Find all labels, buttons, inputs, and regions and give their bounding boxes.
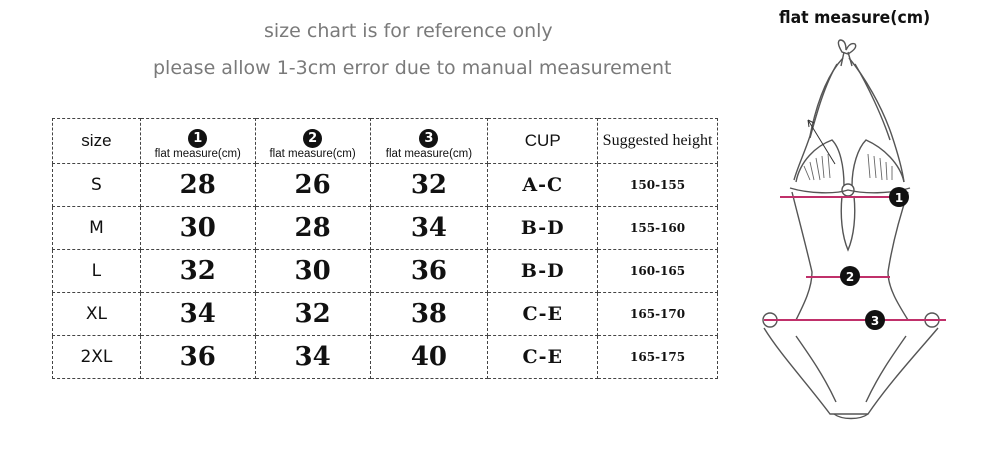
- measure-2-marker-label: 2: [845, 270, 855, 284]
- measure-1-marker-label: 1: [894, 191, 904, 205]
- height-cell: 160-165: [598, 250, 718, 293]
- measure-2-label: flat measure(cm): [269, 148, 356, 160]
- measure-3-header: [370, 119, 488, 164]
- strap-arrow: [808, 120, 835, 164]
- error-note: please allow 1-3cm error due to manual measurement: [153, 57, 672, 79]
- size-cell: XL: [53, 293, 141, 336]
- size-cell: L: [53, 250, 141, 293]
- measure-3-marker-label: 3: [870, 314, 880, 328]
- size-chart-table: [52, 118, 718, 379]
- measure-1-marker: [889, 187, 909, 207]
- measure-3-cell: 32: [370, 164, 488, 207]
- measure-1-cell: 32: [140, 250, 255, 293]
- ruffle-detail: [804, 154, 892, 180]
- cup-cell: C-E: [488, 293, 598, 336]
- measure-3-label: flat measure(cm): [385, 148, 473, 160]
- measure-2-badge: 2: [303, 129, 322, 148]
- measure-2-cell: 30: [255, 250, 370, 293]
- size-cell: 2XL: [53, 336, 141, 379]
- height-cell: 155-160: [598, 207, 718, 250]
- measure-1-header: [140, 119, 255, 164]
- measure-1-cell: 28: [140, 164, 255, 207]
- cup-cell: B-D: [488, 250, 598, 293]
- measure-3-cell: 34: [370, 207, 488, 250]
- measure-3-cell: 38: [370, 293, 488, 336]
- height-cell: 150-155: [598, 164, 718, 207]
- measure-3-cell: 36: [370, 250, 488, 293]
- table-header-row: [53, 119, 718, 164]
- size-cell: M: [53, 207, 141, 250]
- swimsuit-diagram: [740, 36, 990, 436]
- height-cell: 165-175: [598, 336, 718, 379]
- measure-2-cell: 32: [255, 293, 370, 336]
- reference-note: size chart is for reference only: [264, 20, 553, 42]
- measure-2-marker: [840, 266, 860, 286]
- table-row: [53, 293, 718, 336]
- swimsuit-outline: [763, 40, 939, 419]
- measure-1-cell: 30: [140, 207, 255, 250]
- table-row: [53, 207, 718, 250]
- measure-3-marker: [865, 310, 885, 330]
- figure-title: flat measure(cm): [779, 8, 931, 28]
- table-row: [53, 336, 718, 379]
- table-row: [53, 164, 718, 207]
- size-cell: S: [53, 164, 141, 207]
- cup-cell: A-C: [488, 164, 598, 207]
- measure-2-header: [255, 119, 370, 164]
- cup-cell: C-E: [488, 336, 598, 379]
- height-header: Suggested height: [598, 119, 718, 164]
- measure-1-badge: 1: [188, 129, 207, 148]
- cup-header: CUP: [488, 119, 598, 164]
- cup-cell: B-D: [488, 207, 598, 250]
- measure-2-cell: 26: [255, 164, 370, 207]
- size-header: size: [53, 119, 141, 164]
- table-row: [53, 250, 718, 293]
- measure-1-cell: 34: [140, 293, 255, 336]
- measure-2-cell: 28: [255, 207, 370, 250]
- measure-1-cell: 36: [140, 336, 255, 379]
- height-cell: 165-170: [598, 293, 718, 336]
- measure-1-label: flat measure(cm): [154, 148, 241, 160]
- measure-2-cell: 34: [255, 336, 370, 379]
- measure-3-cell: 40: [370, 336, 488, 379]
- measure-3-badge: 3: [419, 129, 438, 148]
